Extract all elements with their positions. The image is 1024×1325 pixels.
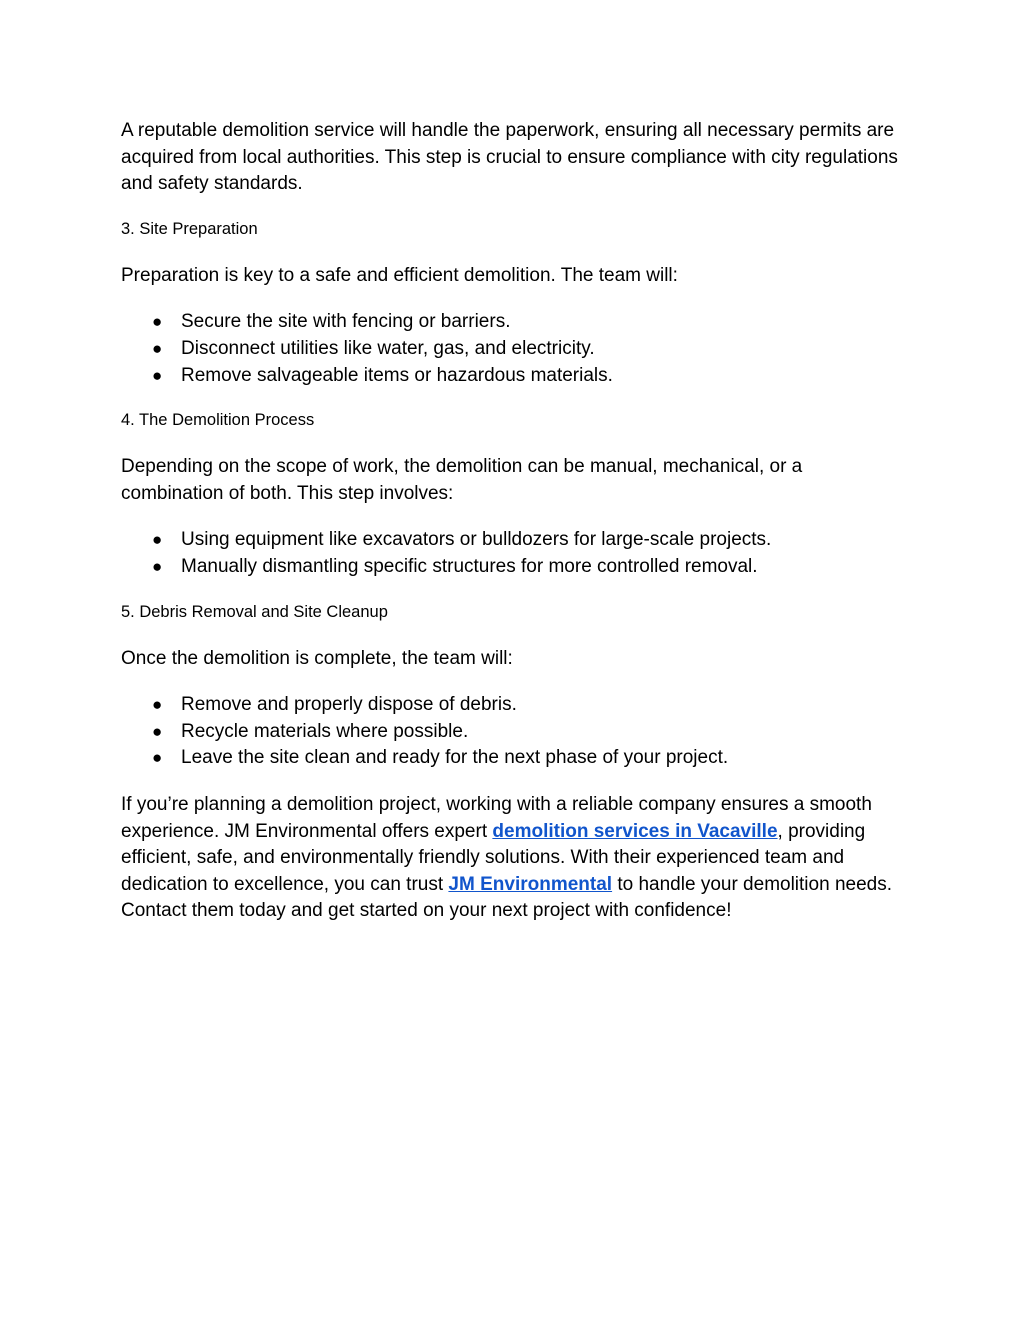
bullet-icon: ● (152, 721, 163, 741)
bullet-icon: ● (152, 338, 163, 358)
debris-removal-intro: Once the demolition is complete, the team will: (121, 647, 513, 669)
demolition-services-link[interactable]: demolition services in Vacaville (492, 820, 778, 842)
closing-paragraph (121, 792, 901, 925)
section-heading-site-preparation: 3. Site Preparation (121, 219, 258, 238)
section-heading-debris-removal: 5. Debris Removal and Site Cleanup (121, 602, 388, 621)
list-item (121, 554, 901, 581)
list-item (121, 745, 901, 772)
bullet-icon: ● (152, 365, 163, 385)
list-item-text: Secure the site with fencing or barriers. (181, 311, 511, 333)
document-page (121, 118, 901, 925)
bullet-icon: ● (152, 556, 163, 576)
bullet-icon: ● (152, 530, 163, 550)
section-heading-demolition-process: 4. The Demolition Process (121, 411, 315, 430)
site-preparation-intro: Preparation is key to a safe and efficient demolition. The team will: (121, 264, 678, 286)
list-item (121, 309, 901, 336)
list-item (121, 692, 901, 719)
list-item-text: Remove and properly dispose of debris. (181, 694, 517, 716)
list-item-text: Using equipment like excavators or bulldozers for large-scale projects. (181, 529, 772, 551)
list-item (121, 719, 901, 746)
list-item (121, 363, 901, 390)
bullet-icon: ● (152, 312, 163, 332)
closing-text-2: , providing efficient, safe, and environmentally friendly solutions. With their experienced team and dedication to excellence, you can trust (121, 820, 866, 895)
bullet-icon: ● (152, 695, 163, 715)
demolition-process-intro: Depending on the scope of work, the demolition can be manual, mechanical, or a combination of both. This step involves: (121, 456, 803, 504)
bullet-icon: ● (152, 748, 163, 768)
demolition-process-list (121, 527, 901, 580)
list-item-text: Manually dismantling specific structures for more controlled removal. (181, 555, 758, 577)
closing-text-3: to handle your demolition needs. Contact them today and get started on your next project with confidence! (121, 873, 892, 922)
list-item (121, 336, 901, 363)
intro-paragraph: A reputable demolition service will handle the paperwork, ensuring all necessary permits are acquired from local authorities. This step is crucial to ensure compliance with city regulations and safety standards. (121, 120, 898, 195)
list-item-text: Recycle materials where possible. (181, 720, 469, 742)
list-item-text: Leave the site clean and ready for the next phase of your project. (181, 747, 729, 769)
list-item-text: Remove salvageable items or hazardous materials. (181, 364, 613, 386)
list-item-text: Disconnect utilities like water, gas, and electricity. (181, 337, 595, 359)
debris-removal-list (121, 692, 901, 772)
closing-text-1: If you’re planning a demolition project, working with a reliable company ensures a smooth experience. JM Environmental offers expert (121, 793, 872, 842)
list-item (121, 527, 901, 554)
site-preparation-list (121, 309, 901, 389)
jm-environmental-link[interactable]: JM Environmental (448, 873, 613, 895)
